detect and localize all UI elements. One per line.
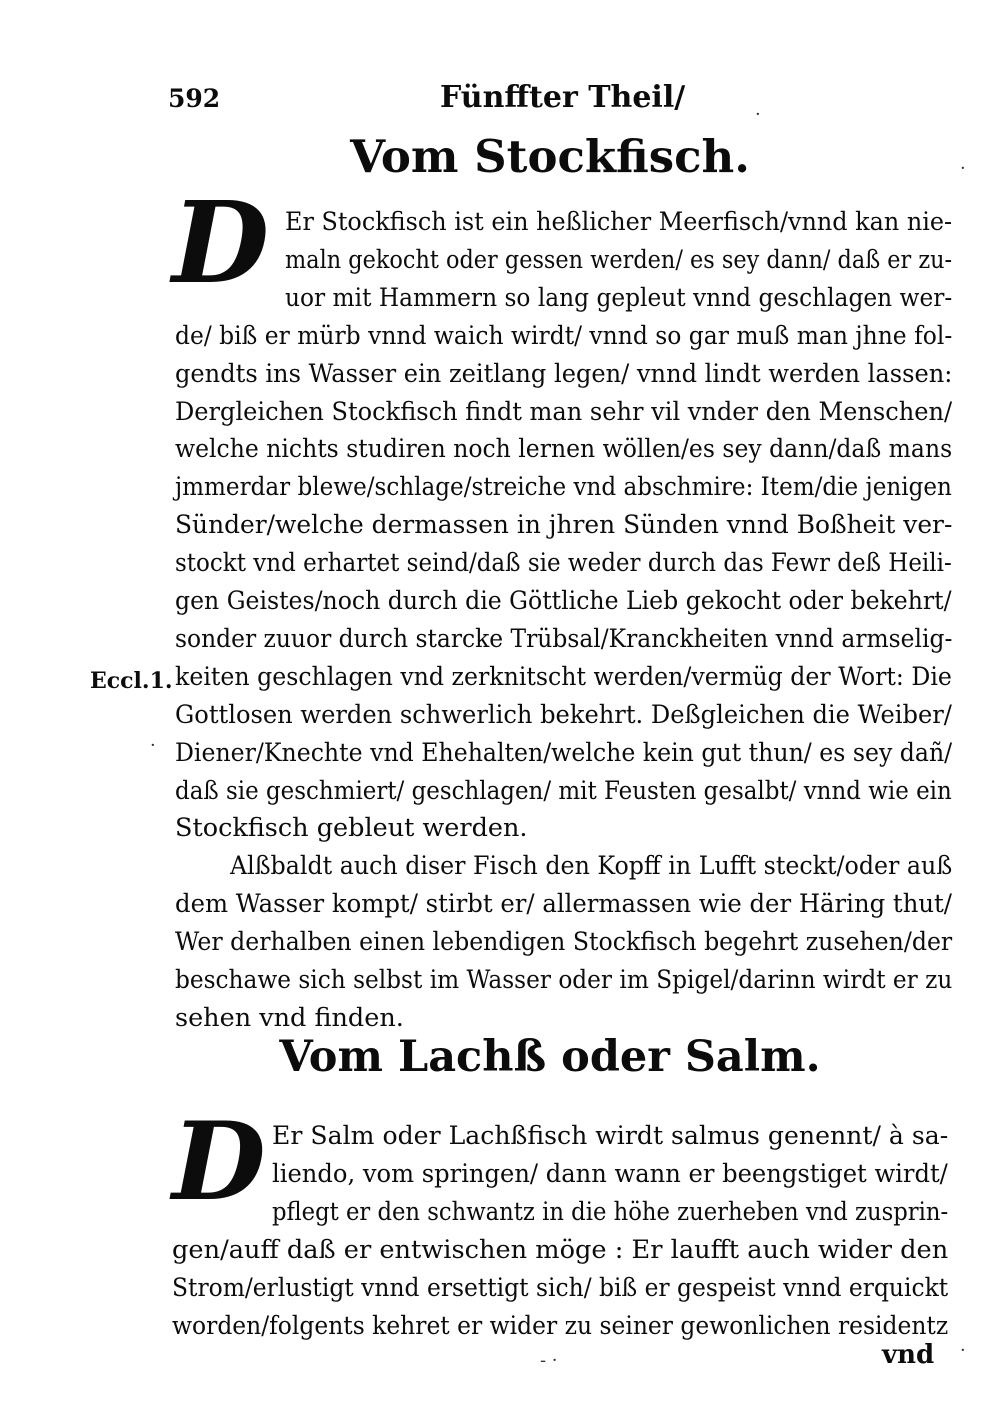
text-line: Alßbaldt auch diser Fisch den Kopff in Lufft steckt/oder auß [230, 851, 953, 882]
text-line: Er Salm oder Lachßfisch wirdt salmus genennt/ à sa- [272, 1121, 949, 1151]
print-speck: - · [540, 1350, 558, 1371]
drop-cap-initial: D [172, 178, 270, 309]
text-line: keiten geschlagen vnd zerknitscht werden/vermüg der Wort: Die [175, 661, 952, 692]
text-line: welche nichts studiren noch lernen wöllen/es sey dann/daß mans [175, 434, 953, 465]
text-line: daß sie geschmiert/ geschlagen/ mit Feusten gesalbt/ vnnd wie ein [175, 775, 952, 806]
section-title-lachs: Vom Lachß oder Salm. [279, 1032, 821, 1082]
text-line: maln gekocht oder gessen werden/ es sey dann/ daß er zu- [285, 244, 953, 275]
text-line: gen/auff daß er entwischen möge : Er laufft auch wider den [172, 1235, 949, 1265]
text-line: worden/folgents kehret er wider zu seiner gewonlichen residentz [172, 1311, 949, 1341]
text-line: Er Stockfisch ist ein heßlicher Meerfisch/vnnd kan nie- [285, 207, 953, 237]
text-line: gendts ins Wasser ein zeitlang legen/ vnnd lindt werden lassen: [175, 358, 953, 389]
text-line: Wer derhalben einen lebendigen Stockfisch begehrt zusehen/der [175, 927, 953, 958]
catchword: vnd [882, 1340, 935, 1370]
section-title-stockfisch: Vom Stockfisch. [350, 130, 750, 183]
text-line: beschawe sich selbst im Wasser oder im Spigel/darinn wirdt er zu [175, 965, 953, 995]
text-line: dem Wasser kompt/ stirbt er/ allermassen wie der Häring thut/ [175, 889, 953, 920]
text-line: stockt vnd erhartet seind/daß sie weder durch das Fewr deß Heili- [175, 548, 952, 579]
print-speck: · [960, 1340, 966, 1361]
text-line: uor mit Hammern so lang gepleut vnnd geschlagen wer- [285, 282, 953, 313]
text-line: gen Geistes/noch durch die Göttliche Lieb gekocht oder bekehrt/ [175, 586, 952, 616]
running-head: Fünffter Theil/ [440, 80, 686, 115]
text-line: Stockfisch gebleut werden. [175, 813, 528, 844]
text-line: de/ biß er mürb vnnd waich wirdt/ vnnd so gar muß man jhne fol- [175, 320, 953, 351]
text-line: Diener/Knechte vnd Ehehalten/welche kein gut thun/ es sey dañ/ [175, 737, 953, 768]
text-line: pflegt er den schwantz in die höhe zuerheben vnd zusprin- [272, 1197, 949, 1227]
marginal-note: Eccl.1. [90, 668, 173, 694]
text-line: jmmerdar blewe/schlage/streiche vnd abschmire: Item/die jenigen [175, 472, 952, 503]
print-speck: · [150, 735, 156, 756]
text-line: liendo, vom springen/ dann wann er beengstiget wirdt/ [272, 1159, 948, 1189]
print-speck: · [960, 158, 966, 179]
text-line: sehen vnd finden. [175, 1002, 404, 1033]
text-line: Strom/erlustigt vnnd ersettigt sich/ biß er gespeist vnnd erquickt [172, 1273, 949, 1303]
print-speck: · [755, 104, 761, 125]
page-number: 592 [168, 84, 221, 113]
text-line: Gottlosen werden schwerlich bekehrt. Deßgleichen die Weiber/ [175, 699, 952, 730]
text-line: Dergleichen Stockfisch findt man sehr vil vnder den Menschen/ [175, 396, 953, 427]
text-line: sonder zuuor durch starcke Trübsal/Kranckheiten vnnd armselig- [175, 623, 953, 654]
text-line: Sünder/welche dermassen in jhren Sünden vnnd Boßheit ver- [175, 510, 953, 541]
drop-cap-initial: D [172, 1099, 266, 1225]
